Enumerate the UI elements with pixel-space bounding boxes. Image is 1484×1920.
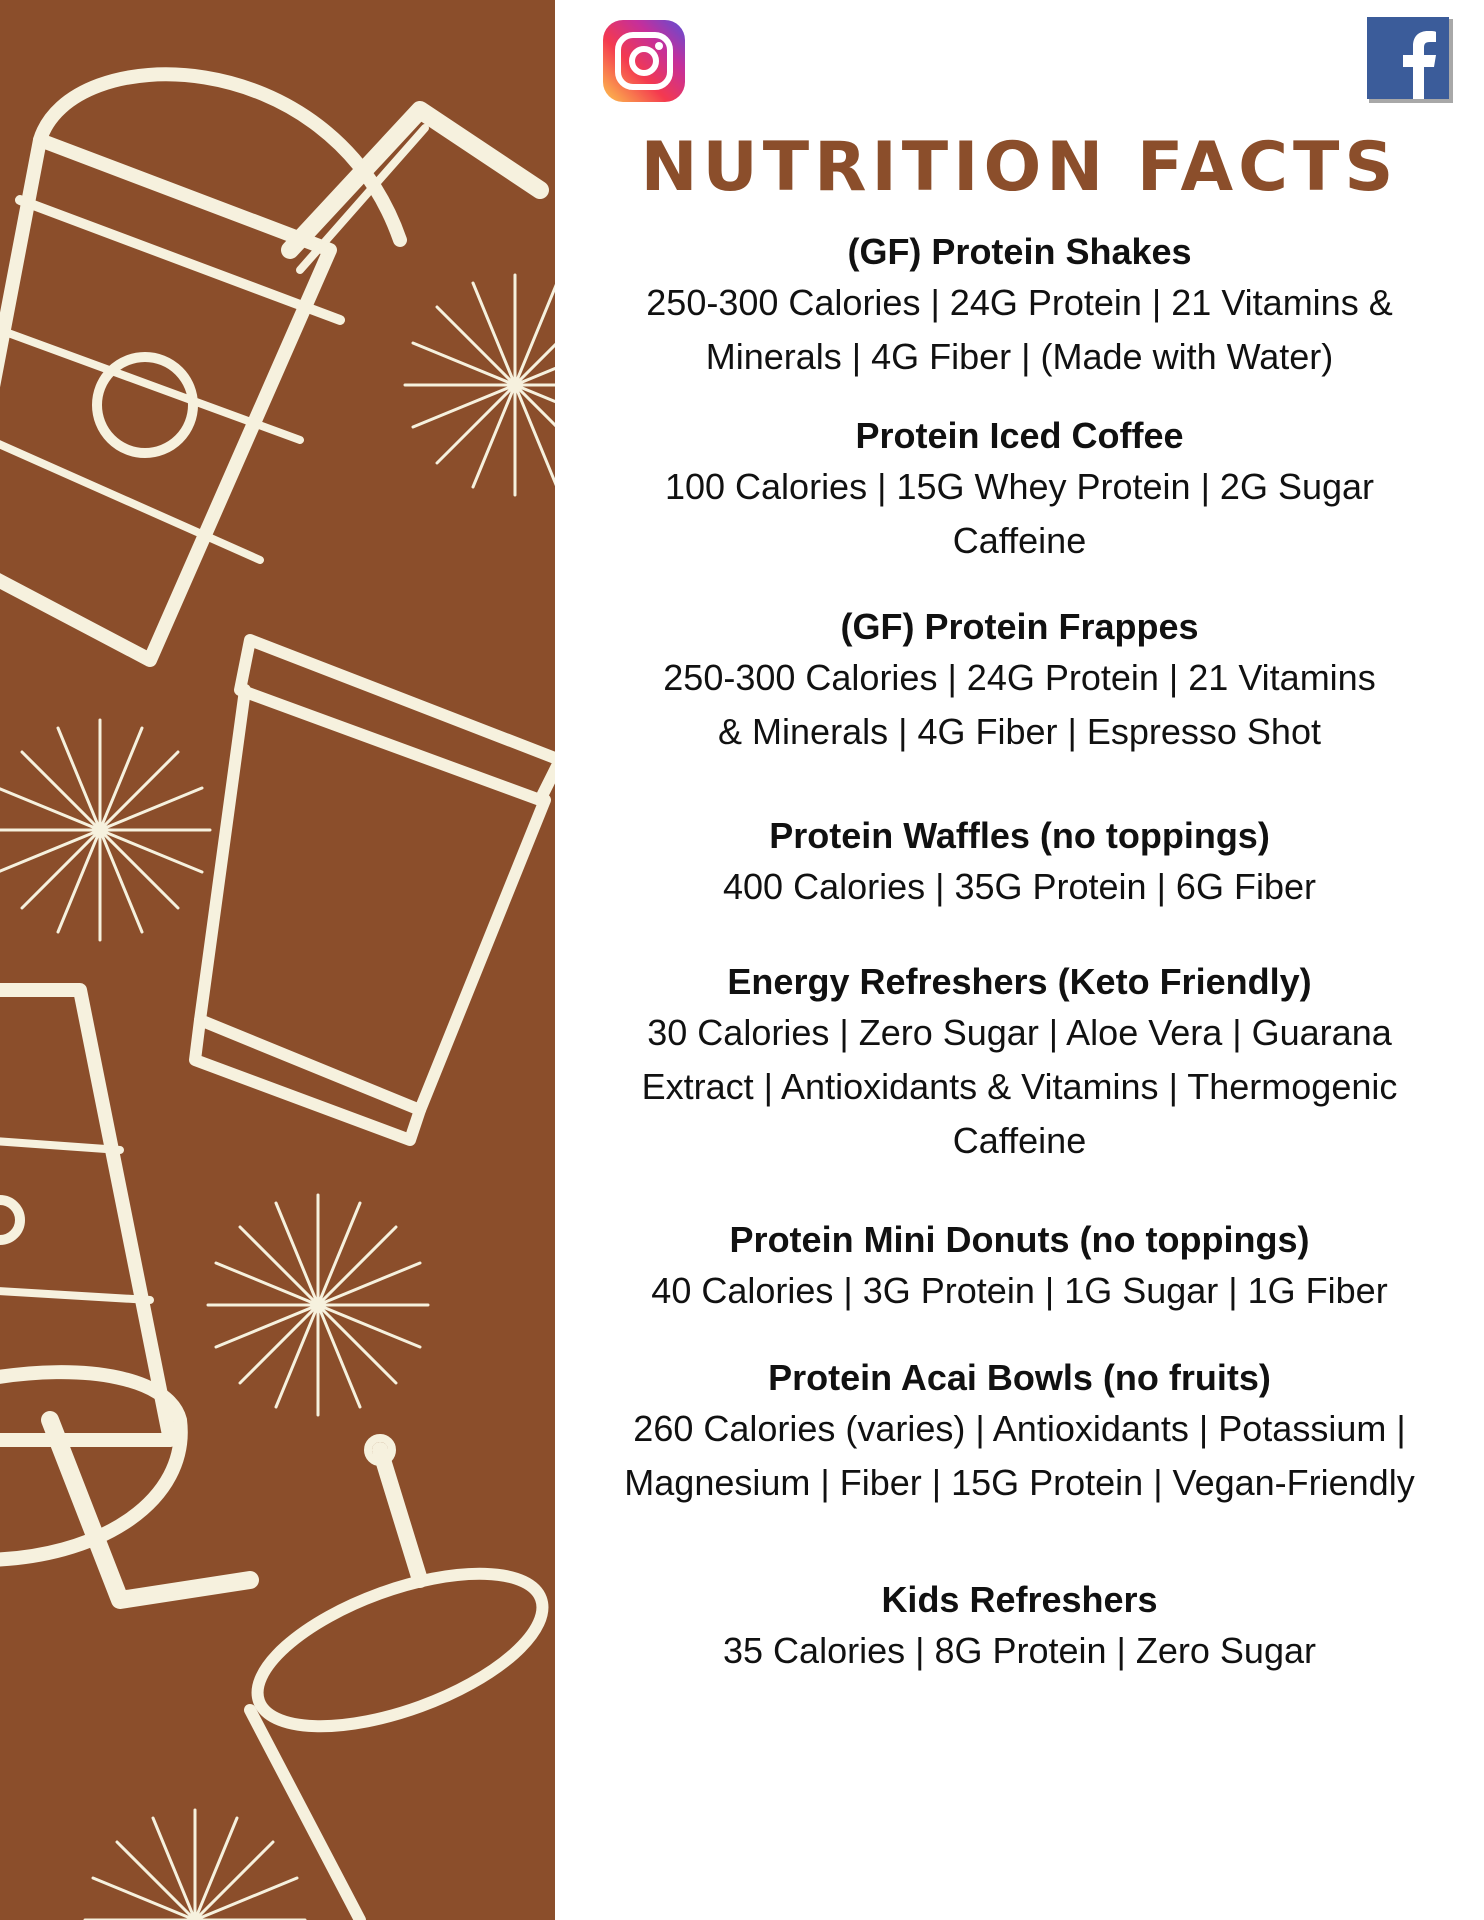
starburst-decorations bbox=[0, 275, 555, 1920]
item-description bbox=[555, 1006, 1484, 1168]
content-panel bbox=[555, 0, 1484, 1920]
description-line: 100 Calories | 15G Whey Protein | 2G Sugar bbox=[664, 466, 1375, 507]
description-line: 250-300 Calories | 24G Protein | 21 Vitamins bbox=[663, 657, 1376, 698]
left-cup-illustration bbox=[0, 990, 250, 1600]
item-description bbox=[555, 1264, 1484, 1318]
description-line: Caffeine bbox=[952, 1120, 1087, 1161]
menu-item-protein-frappes bbox=[555, 603, 1484, 759]
menu-item-mini-donuts bbox=[555, 1216, 1484, 1318]
item-name: Energy Refreshers (Keto Friendly) bbox=[727, 961, 1312, 1002]
description-line: 260 Calories (varies) | Antioxidants | Potassium | bbox=[633, 1408, 1406, 1449]
description-line: Magnesium | Fiber | 15G Protein | Vegan-Friendly bbox=[624, 1462, 1415, 1503]
item-name: (GF) Protein Frappes bbox=[840, 606, 1199, 647]
item-description bbox=[555, 460, 1484, 568]
paper-cup-illustration bbox=[195, 640, 555, 1140]
item-description bbox=[555, 651, 1484, 759]
decorative-panel bbox=[0, 0, 555, 1920]
menu-item-kids-refreshers bbox=[555, 1576, 1484, 1678]
description-line: 35 Calories | 8G Protein | Zero Sugar bbox=[723, 1630, 1316, 1671]
item-description bbox=[555, 1402, 1484, 1510]
description-line: Caffeine bbox=[952, 520, 1087, 561]
item-name: Protein Iced Coffee bbox=[855, 415, 1184, 456]
description-line: 250-300 Calories | 24G Protein | 21 Vitamins & bbox=[646, 282, 1393, 323]
menu-item-energy-refreshers bbox=[555, 958, 1484, 1168]
item-name: Protein Acai Bowls (no fruits) bbox=[768, 1357, 1271, 1398]
page-title: NUTRITION FACTS bbox=[640, 128, 1399, 207]
description-line: & Minerals | 4G Fiber | Espresso Shot bbox=[718, 711, 1321, 752]
description-line: Minerals | 4G Fiber | (Made with Water) bbox=[705, 336, 1334, 377]
drink-illustrations bbox=[0, 0, 555, 1920]
menu-item-iced-coffee bbox=[555, 412, 1484, 568]
description-line: 40 Calories | 3G Protein | 1G Sugar | 1G Fiber bbox=[651, 1270, 1388, 1311]
domed-cup-illustration bbox=[0, 74, 540, 660]
facebook-icon[interactable] bbox=[1367, 17, 1453, 103]
menu-item-protein-shakes bbox=[555, 228, 1484, 384]
menu-item-acai-bowls bbox=[555, 1354, 1484, 1510]
item-name: Protein Waffles (no toppings) bbox=[769, 815, 1270, 856]
description-line: 400 Calories | 35G Protein | 6G Fiber bbox=[723, 866, 1316, 907]
item-name: Kids Refreshers bbox=[881, 1579, 1158, 1620]
item-name: (GF) Protein Shakes bbox=[847, 231, 1192, 272]
item-description bbox=[555, 276, 1484, 384]
description-line: 30 Calories | Zero Sugar | Aloe Vera | Guarana bbox=[647, 1012, 1392, 1053]
instagram-icon[interactable] bbox=[603, 20, 685, 102]
description-line: Extract | Antioxidants & Vitamins | Thermogenic bbox=[641, 1066, 1398, 1107]
lidded-cup-illustration bbox=[239, 1438, 555, 1920]
menu-item-protein-waffles bbox=[555, 812, 1484, 914]
item-name: Protein Mini Donuts (no toppings) bbox=[729, 1219, 1310, 1260]
item-description bbox=[555, 860, 1484, 914]
item-description bbox=[555, 1624, 1484, 1678]
